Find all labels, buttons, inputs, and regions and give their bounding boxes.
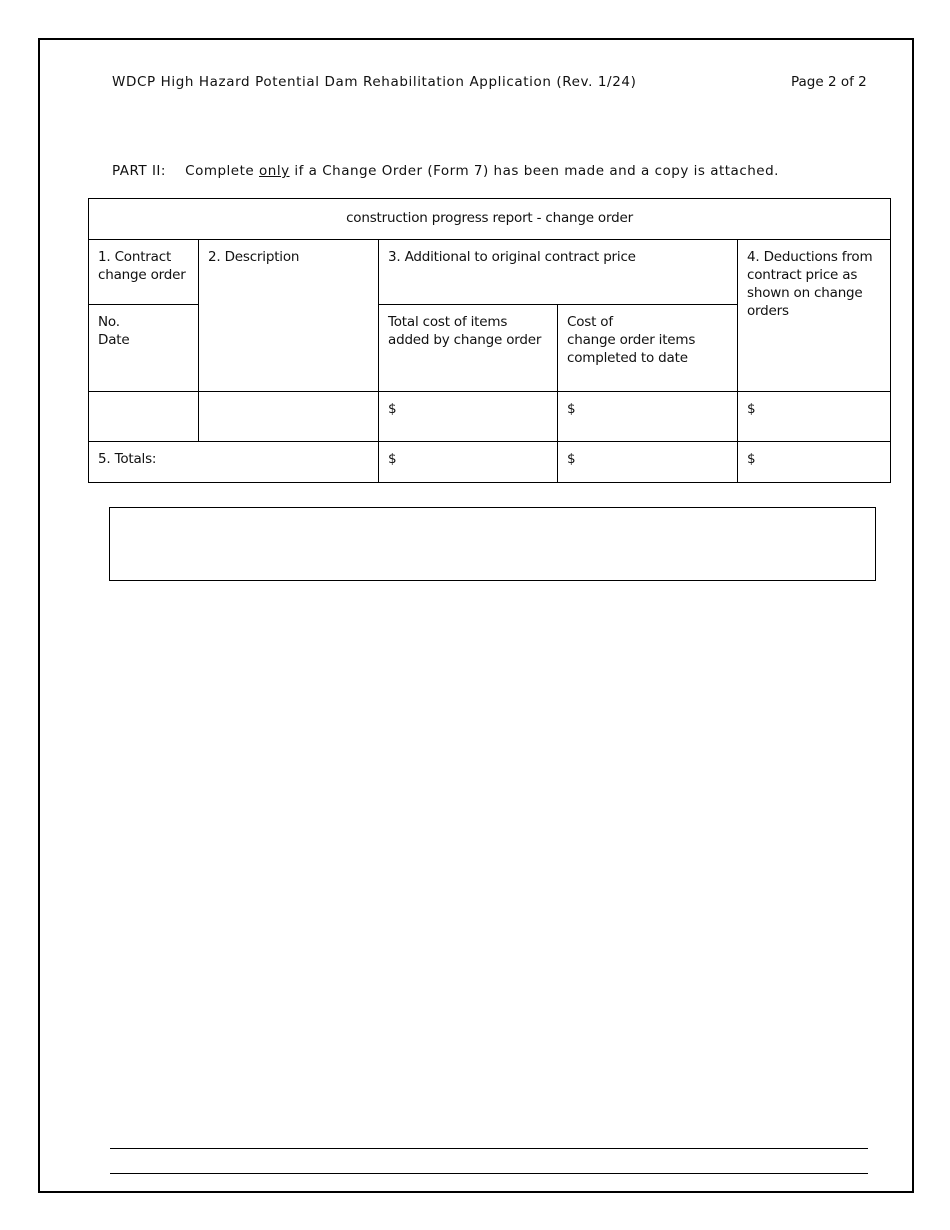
entry-no-date-field[interactable] bbox=[89, 392, 199, 442]
table-caption: construction progress report - change order bbox=[89, 199, 891, 240]
footer-rule-top bbox=[110, 1148, 868, 1149]
part-label: PART II: bbox=[112, 163, 166, 179]
col-additional-price-header: 3. Additional to original contract price bbox=[379, 240, 738, 305]
instruction-emphasis: only bbox=[259, 163, 290, 179]
col-cost-completed-subheader bbox=[558, 305, 738, 392]
page-number: Page 2 of 2 bbox=[791, 74, 867, 90]
total-cost-completed-field[interactable]: $ bbox=[558, 442, 738, 483]
cost-of-label: Cost of bbox=[567, 314, 613, 330]
notes-box[interactable] bbox=[109, 507, 876, 581]
total-deductions-field[interactable]: $ bbox=[738, 442, 891, 483]
entry-description-field[interactable] bbox=[199, 392, 379, 442]
change-order-table bbox=[88, 198, 891, 483]
date-label: Date bbox=[98, 332, 130, 348]
completed-to-date-label: change order items completed to date bbox=[567, 332, 696, 366]
no-label: No. bbox=[98, 314, 120, 330]
part-ii-instruction bbox=[112, 163, 779, 179]
col-description-header: 2. Description bbox=[199, 240, 379, 392]
col-total-cost-added-subheader: Total cost of items added by change order bbox=[379, 305, 558, 392]
entry-total-cost-added-field[interactable]: $ bbox=[379, 392, 558, 442]
entry-cost-completed-field[interactable]: $ bbox=[558, 392, 738, 442]
col-no-date-subheader bbox=[89, 305, 199, 392]
col-deductions-header: 4. Deductions from contract price as shown on change orders bbox=[738, 240, 891, 392]
instruction-end: if a Change Order (Form 7) has been made and a copy is attached. bbox=[289, 163, 779, 179]
footer-rule-bottom bbox=[110, 1173, 868, 1174]
col-contract-change-order-header: 1. Contract change order bbox=[89, 240, 199, 305]
form-title: WDCP High Hazard Potential Dam Rehabilitation Application (Rev. 1/24) bbox=[112, 74, 637, 90]
totals-label: 5. Totals: bbox=[89, 442, 379, 483]
total-cost-added-field[interactable]: $ bbox=[379, 442, 558, 483]
instruction-start: Complete bbox=[185, 163, 259, 179]
entry-deductions-field[interactable]: $ bbox=[738, 392, 891, 442]
